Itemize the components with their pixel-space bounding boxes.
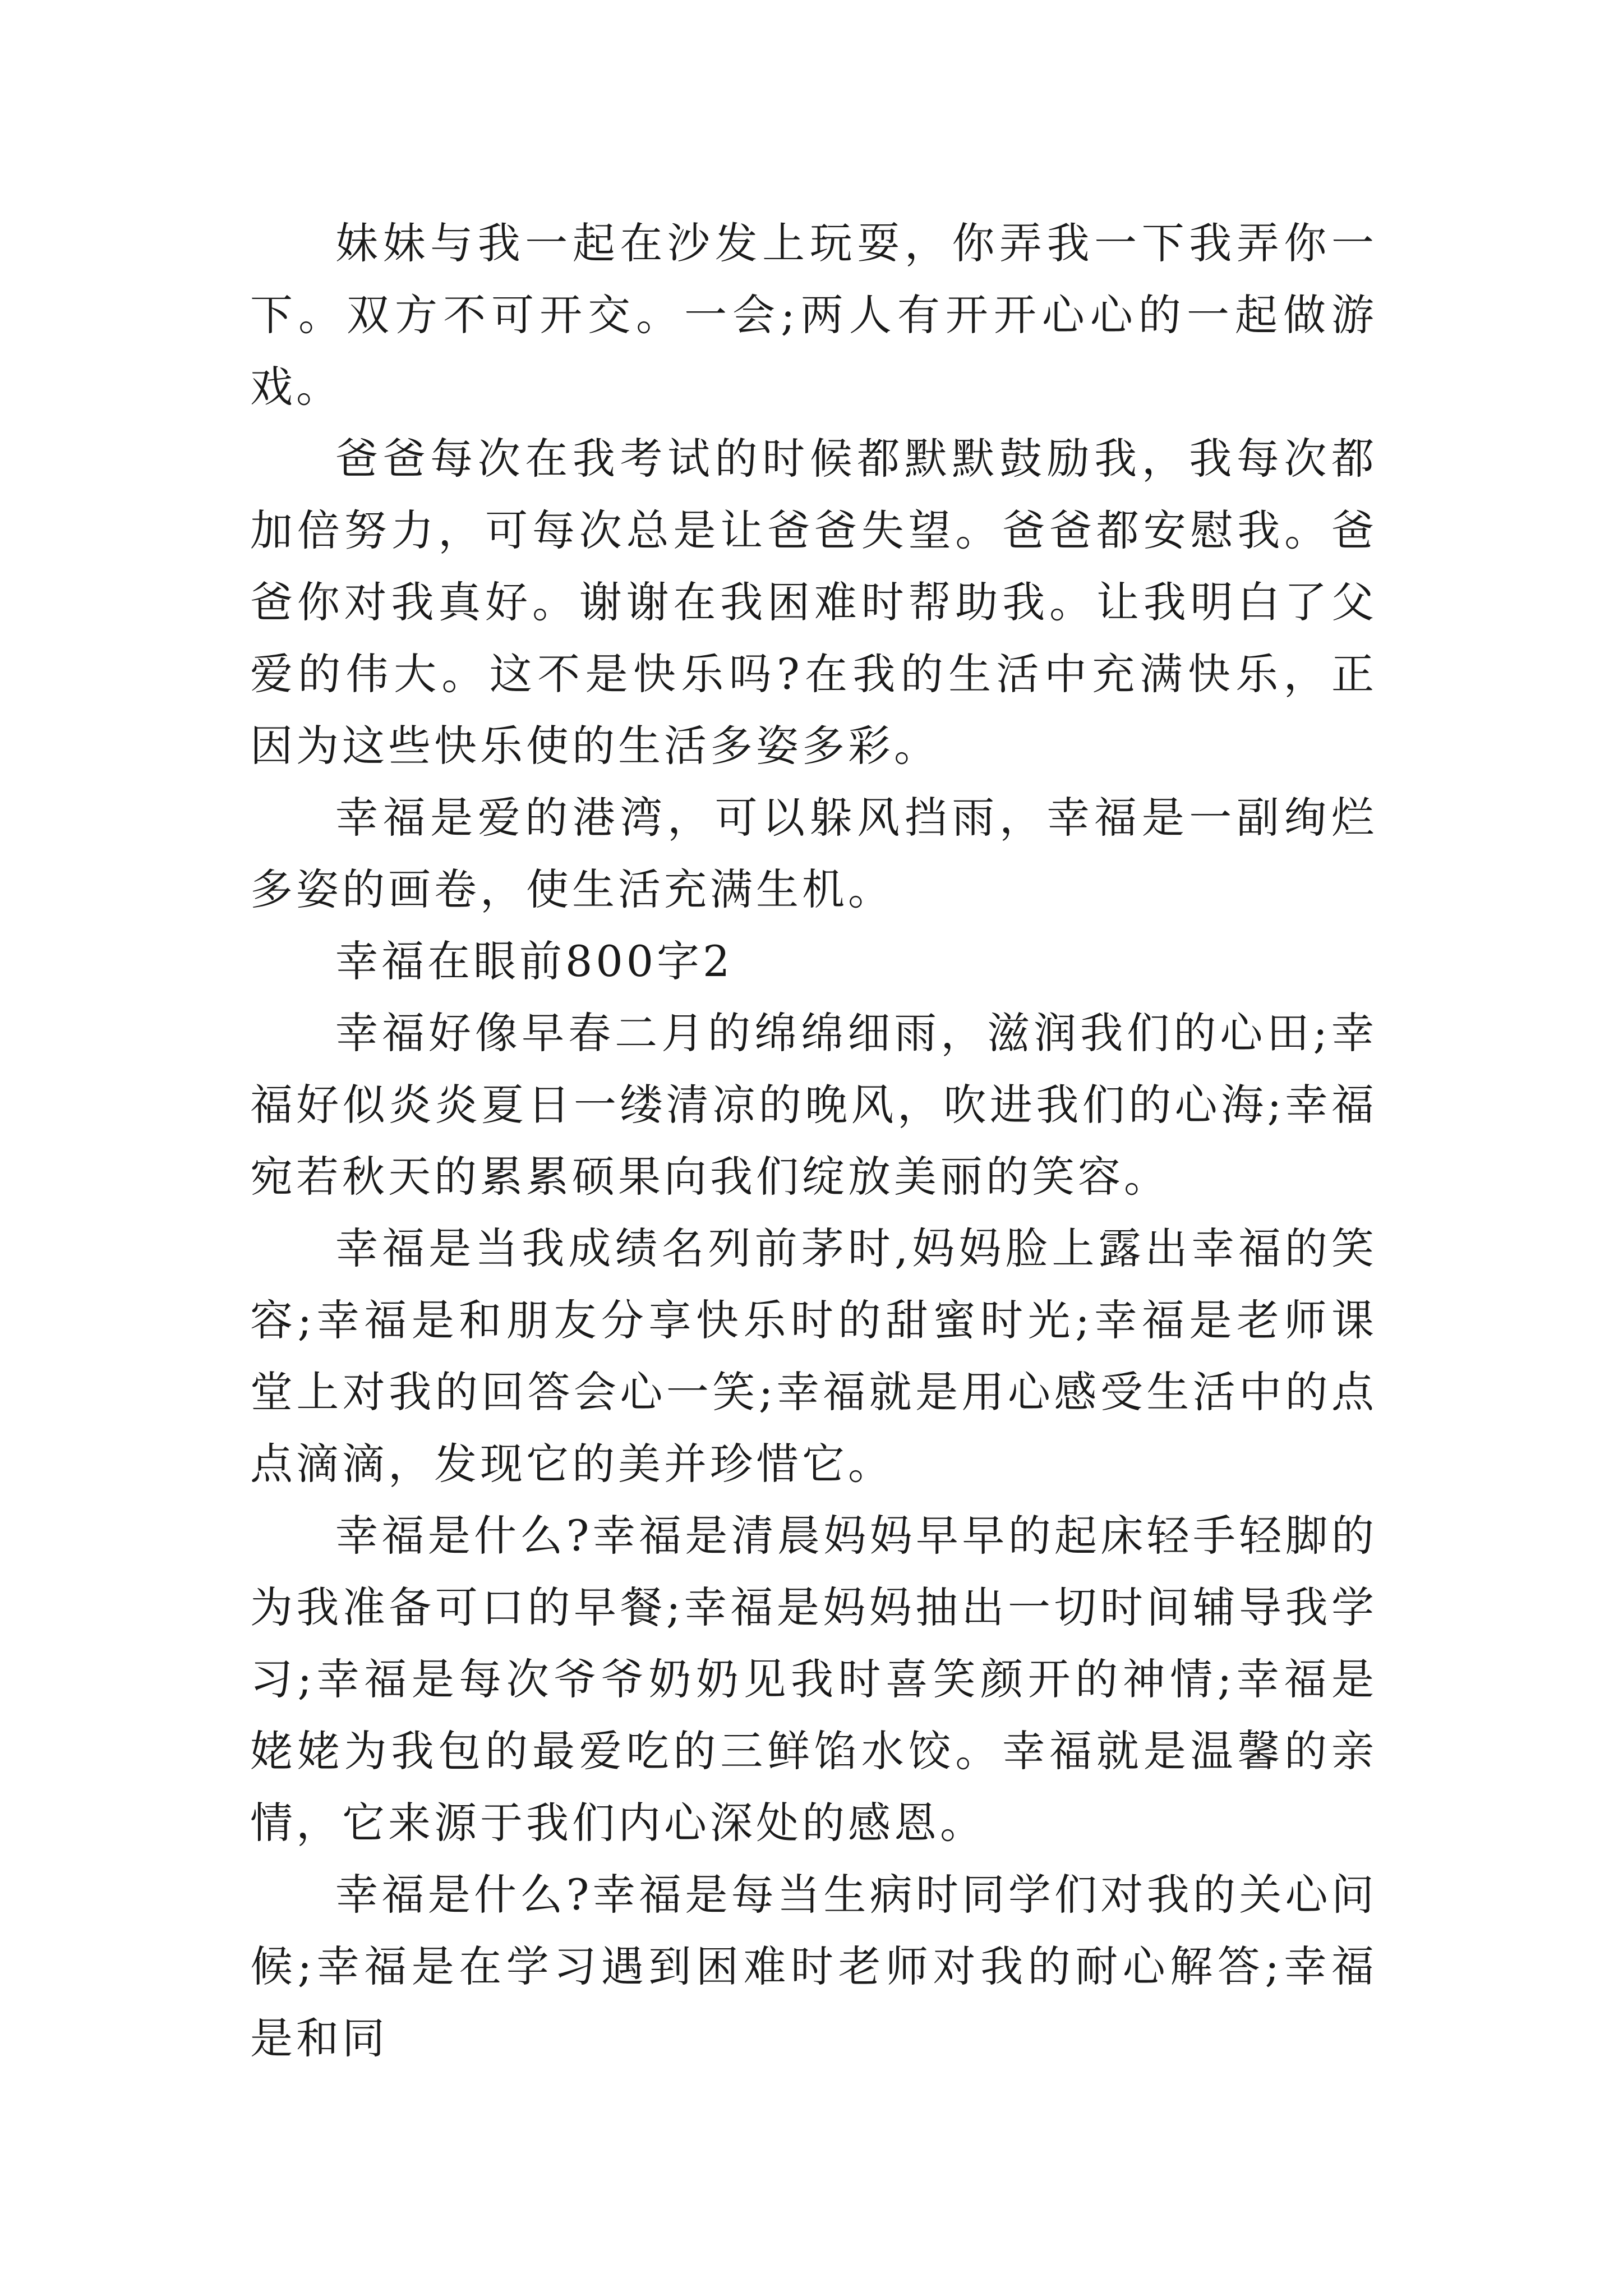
paragraph: 爸爸每次在我考试的时候都默默鼓励我，我每次都加倍努力，可每次总是让爸爸失望。爸爸都安慰我。爸爸你对我真好。谢谢在我困难时帮助我。让我明白了父爱的伟大。这不是快乐吗?在我的生活中充满快乐，正因为这些快乐使的生活多姿多彩。 bbox=[250, 434, 1377, 771]
paragraph: 幸福是爱的港湾，可以躲风挡雨，幸福是一副绚烂多姿的画卷，使生活充满生机。 bbox=[250, 793, 1377, 914]
paragraph: 幸福好像早春二月的绵绵细雨，滋润我们的心田;幸福好似炎炎夏日一缕清凉的晚风，吹进我们的心海;幸福宛若秋天的累累硕果向我们绽放美丽的笑容。 bbox=[250, 1008, 1377, 1202]
document-body bbox=[250, 208, 1377, 2074]
paragraph: 妹妹与我一起在沙发上玩耍，你弄我一下我弄你一下。双方不可开交。一会;两人有开开心心的一起做游戏。 bbox=[250, 218, 1377, 412]
section-heading: 幸福在眼前800字2 bbox=[335, 936, 734, 986]
paragraph: 幸福是什么?幸福是清晨妈妈早早的起床轻手轻脚的为我准备可口的早餐;幸福是妈妈抽出一切时间辅导我学习;幸福是每次爷爷奶奶见我时喜笑颜开的神情;幸福是姥姥为我包的最爱吃的三鲜馅水饺。幸福就是温馨的亲情，它来源于我们内心深处的感恩。 bbox=[250, 1511, 1377, 1848]
paragraph: 幸福是当我成绩名列前茅时,妈妈脸上露出幸福的笑容;幸福是和朋友分享快乐时的甜蜜时光;幸福是老师课堂上对我的回答会心一笑;幸福就是用心感受生活中的点点滴滴，发现它的美并珍惜它。 bbox=[250, 1223, 1377, 1489]
paragraph: 幸福是什么?幸福是每当生病时同学们对我的关心问候;幸福是在学习遇到困难时老师对我的耐心解答;幸福是和同 bbox=[250, 1870, 1377, 2063]
